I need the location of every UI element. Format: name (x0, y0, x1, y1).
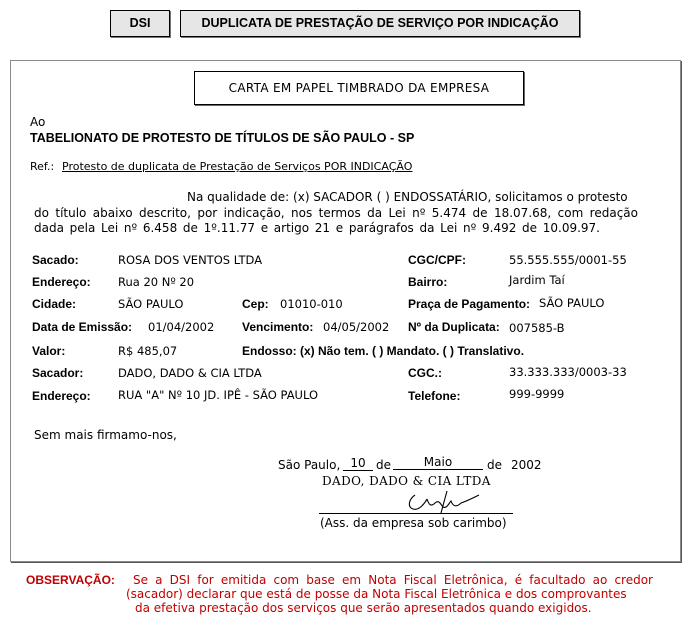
telefone-value: 999-9999 (509, 387, 565, 401)
sacador-label: Sacador: (32, 366, 84, 380)
bairro-value: Jardim Taí (509, 273, 565, 287)
cep-label: Cep: (242, 297, 269, 311)
cgc-cpf-label: CGC/CPF: (408, 253, 466, 267)
letterhead-box: CARTA EM PAPEL TIMBRADO DA EMPRESA (194, 71, 524, 105)
closing-city: São Paulo, (278, 458, 341, 472)
company-stamp: DADO, DADO & CIA LTDA (322, 474, 491, 488)
closing-de-1: de (376, 458, 391, 472)
signature-line (319, 513, 513, 514)
valor-value: R$ 485,07 (118, 344, 178, 358)
sacador-value: DADO, DADO & CIA LTDA (118, 366, 262, 380)
document-code: DSI (110, 10, 170, 37)
endereco-label: Endereço: (32, 275, 91, 289)
sacador-endereco-label: Endereço: (32, 389, 91, 403)
closing-text: Sem mais firmamo-nos, (34, 428, 177, 442)
reference-label: Ref.: (30, 160, 55, 173)
sacado-value: ROSA DOS VENTOS LTDA (118, 253, 263, 267)
salutation: Ao (30, 115, 46, 129)
vencimento-label: Vencimento: (242, 320, 314, 334)
praca-label: Praça de Pagamento: (408, 297, 531, 311)
document-title: DUPLICATA DE PRESTAÇÃO DE SERVIÇO POR INDICAÇÃO (180, 10, 580, 37)
observation-line-3: da efetiva prestação dos serviços que serão apresentados quando exigidos. (135, 601, 592, 615)
endosso-text: Endosso: (x) Não tem. ( ) Mandato. ( ) Translativo. (242, 344, 525, 358)
emissao-label: Data de Emissão: (32, 320, 133, 334)
cgc-value: 33.333.333/0003-33 (509, 365, 627, 379)
numero-label: Nº da Duplicata: (408, 320, 500, 334)
observation-line-2: (sacador) declarar que está de posse da Nota Fiscal Eletrônica e dos comprovantes (126, 587, 627, 601)
bairro-label: Bairro: (408, 275, 448, 289)
valor-label: Valor: (32, 344, 66, 358)
cep-value: 01010-010 (280, 297, 343, 311)
reference-text: Protesto de duplicata de Prestação de Serviços POR INDICAÇÃO (62, 160, 413, 173)
cgc-label: CGC.: (408, 366, 442, 380)
signature-caption: (Ass. da empresa sob carimbo) (320, 516, 507, 530)
body-line-2: do título abaixo descrito, por indicação, nos termos da Lei nº 5.474 de 18.07.68, com redação (34, 206, 638, 220)
closing-de-2: de (487, 458, 502, 472)
body-line-1: Na qualidade de: (x) SACADOR ( ) ENDOSSATÁRIO, solicitamos o protesto (187, 190, 628, 204)
closing-day: 10 (343, 456, 373, 471)
sacado-label: Sacado: (32, 253, 79, 267)
endereco-value: Rua 20 Nº 20 (118, 275, 195, 289)
emissao-value: 01/04/2002 (148, 320, 215, 334)
telefone-label: Telefone: (408, 389, 461, 403)
recipient: TABELIONATO DE PROTESTO DE TÍTULOS DE SÃO PAULO - SP (30, 131, 415, 145)
sacador-endereco-value: RUA "A" Nº 10 JD. IPÊ - SÃO PAULO (118, 388, 319, 402)
closing-month: Maio (393, 455, 483, 470)
numero-value: 007585-B (509, 321, 565, 335)
observation-line-1: Se a DSI for emitida com base em Nota Fiscal Eletrônica, é facultado ao credor (133, 573, 653, 587)
observation-label: OBSERVAÇÃO: (26, 573, 115, 587)
cidade-label: Cidade: (32, 297, 77, 311)
vencimento-value: 04/05/2002 (323, 320, 390, 334)
praca-value: SÃO PAULO (539, 296, 605, 310)
cidade-value: SÃO PAULO (118, 297, 184, 311)
cgc-cpf-value: 55.555.555/0001-55 (509, 253, 627, 267)
body-line-3: dada pela Lei nº 6.458 de 1º.11.77 e artigo 21 e parágrafos da Lei nº 9.492 de 10.09.97. (34, 221, 600, 235)
closing-year: 2002 (511, 458, 542, 472)
